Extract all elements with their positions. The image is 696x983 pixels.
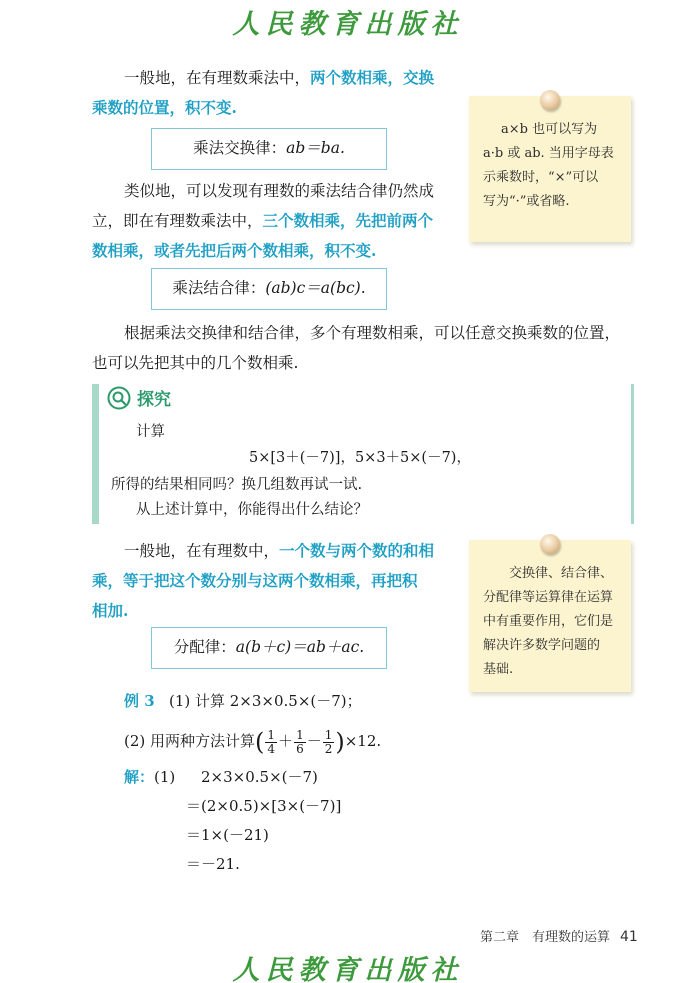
note1-line2: a·b 或 ab. 当用字母表 — [483, 146, 614, 161]
commutative-law-box — [151, 128, 387, 170]
example3-part1: (1) 计算 2×3×0.5×(－7)； — [168, 692, 362, 710]
note2-line3: 中有重要作用，它们是 — [483, 614, 614, 629]
explore-line4: 从上述计算中，你能得出什么结论？ — [136, 502, 368, 518]
solution-step1: 2×3×0.5×(－7) — [201, 768, 318, 786]
note1-line3: 示乘数时，“×”可以 — [483, 170, 599, 185]
para3-line1: 根据乘法交换律和结合律，多个有理数相乘，可以任意交换乘数的位置， — [124, 324, 621, 342]
distributive-law-box — [151, 627, 387, 669]
explore-expression: 5×[3＋(－7)]，5×3＋5×(－7)， — [249, 450, 471, 466]
pushpin-icon — [540, 90, 560, 110]
para2-line1: 类似地，可以发现有理数的乘法结合律仍然成 — [124, 182, 435, 200]
para2-highlight-b: 数相乘，或者先把后两个数相乘，积不变. — [92, 241, 377, 260]
para2-line3 — [92, 236, 376, 266]
example3-part2-prefix: (2) 用两种方法计算 — [124, 732, 256, 750]
para4-line1 — [124, 536, 434, 566]
explore-line3: 所得的结果相同吗？换几组数再试一试. — [111, 477, 363, 493]
chapter-title: 第二章 有理数的运算 — [480, 930, 611, 945]
para4-line2 — [92, 566, 418, 596]
fraction-1-4: $\frac{1}{4}$ — [267, 727, 276, 756]
note2-line2: 分配律等运算律在运算 — [483, 590, 614, 605]
distributive-law-label: 分配律： — [173, 638, 236, 656]
para2-line2 — [92, 206, 433, 236]
publisher-logo-bottom: 人民教育出版社 — [232, 955, 464, 983]
para3-line2: 也可以先把其中的几个数相乘. — [92, 354, 299, 372]
page-number: 41 — [620, 929, 638, 945]
para1-highlight-a: 两个数相乘，交换 — [310, 68, 435, 87]
para2-text: 立，即在有理数乘法中， — [92, 212, 263, 230]
solution-label: 解： — [124, 768, 155, 786]
associative-law-formula: (ab)c＝a(bc). — [265, 279, 366, 297]
note1-line1: a×b 也可以写为 — [501, 122, 598, 137]
fraction-1-6: $\frac{1}{6}$ — [296, 727, 304, 756]
explore-section — [92, 384, 634, 524]
associative-law-box — [151, 268, 387, 310]
pushpin-icon — [540, 534, 560, 554]
explore-title: 探究 — [137, 390, 171, 410]
para4-text: 一般地，在有理数中， — [124, 542, 280, 560]
para1-line1 — [124, 63, 434, 93]
para1-highlight-b: 乘数的位置，积不变. — [92, 98, 237, 117]
sticky-note-2 — [469, 540, 631, 692]
para2-highlight-a: 三个数相乘，先把前两个 — [262, 211, 434, 230]
solution-part-label: (1) — [154, 768, 176, 786]
example3-line2: (2) 用两种方法计算( $\frac{1}{4}$ ＋ $\frac{1}{6}$ － $\frac{1}{2}$ )×12. — [124, 727, 382, 756]
commutative-law-label: 乘法交换律： — [193, 139, 287, 157]
example3-line1 — [124, 687, 362, 716]
para4-highlight-c: 相加. — [92, 601, 129, 620]
example3-label: 例 3 — [124, 692, 155, 710]
example3-part2-suffix: ×12. — [344, 732, 382, 750]
para1-line2 — [92, 93, 237, 123]
note2-line5: 基础. — [483, 662, 514, 677]
magnifier-icon — [107, 386, 131, 410]
fraction-1-2: $\frac{1}{2}$ — [324, 727, 333, 756]
commutative-law-formula: ab＝ba. — [286, 139, 345, 157]
solution-step2: ＝(2×0.5)×[3×(－7)] — [186, 797, 342, 815]
solution-step4: ＝－21. — [186, 855, 240, 873]
para4-highlight-b: 乘，等于把这个数分别与这两个数相乘，再把积 — [92, 571, 418, 590]
note1-line4: 写为“·”或省略. — [483, 194, 570, 209]
solution-line1 — [124, 763, 175, 792]
publisher-logo-top: 人民教育出版社 — [232, 9, 464, 40]
para4-highlight-a: 一个数与两个数的和相 — [279, 541, 435, 560]
sticky-note-1 — [469, 96, 631, 242]
associative-law-label: 乘法结合律： — [172, 279, 266, 297]
note2-line1: 交换律、结合律、 — [509, 566, 614, 581]
para1-text: 一般地，在有理数乘法中， — [124, 69, 311, 87]
solution-step3: ＝1×(－21) — [186, 826, 269, 844]
explore-line1: 计算 — [136, 424, 165, 440]
para4-line3 — [92, 596, 128, 626]
distributive-law-formula: a(b＋c)＝ab＋ac. — [235, 638, 365, 656]
page-footer — [480, 926, 638, 945]
note2-line4: 解决许多数学问题的 — [483, 638, 601, 653]
